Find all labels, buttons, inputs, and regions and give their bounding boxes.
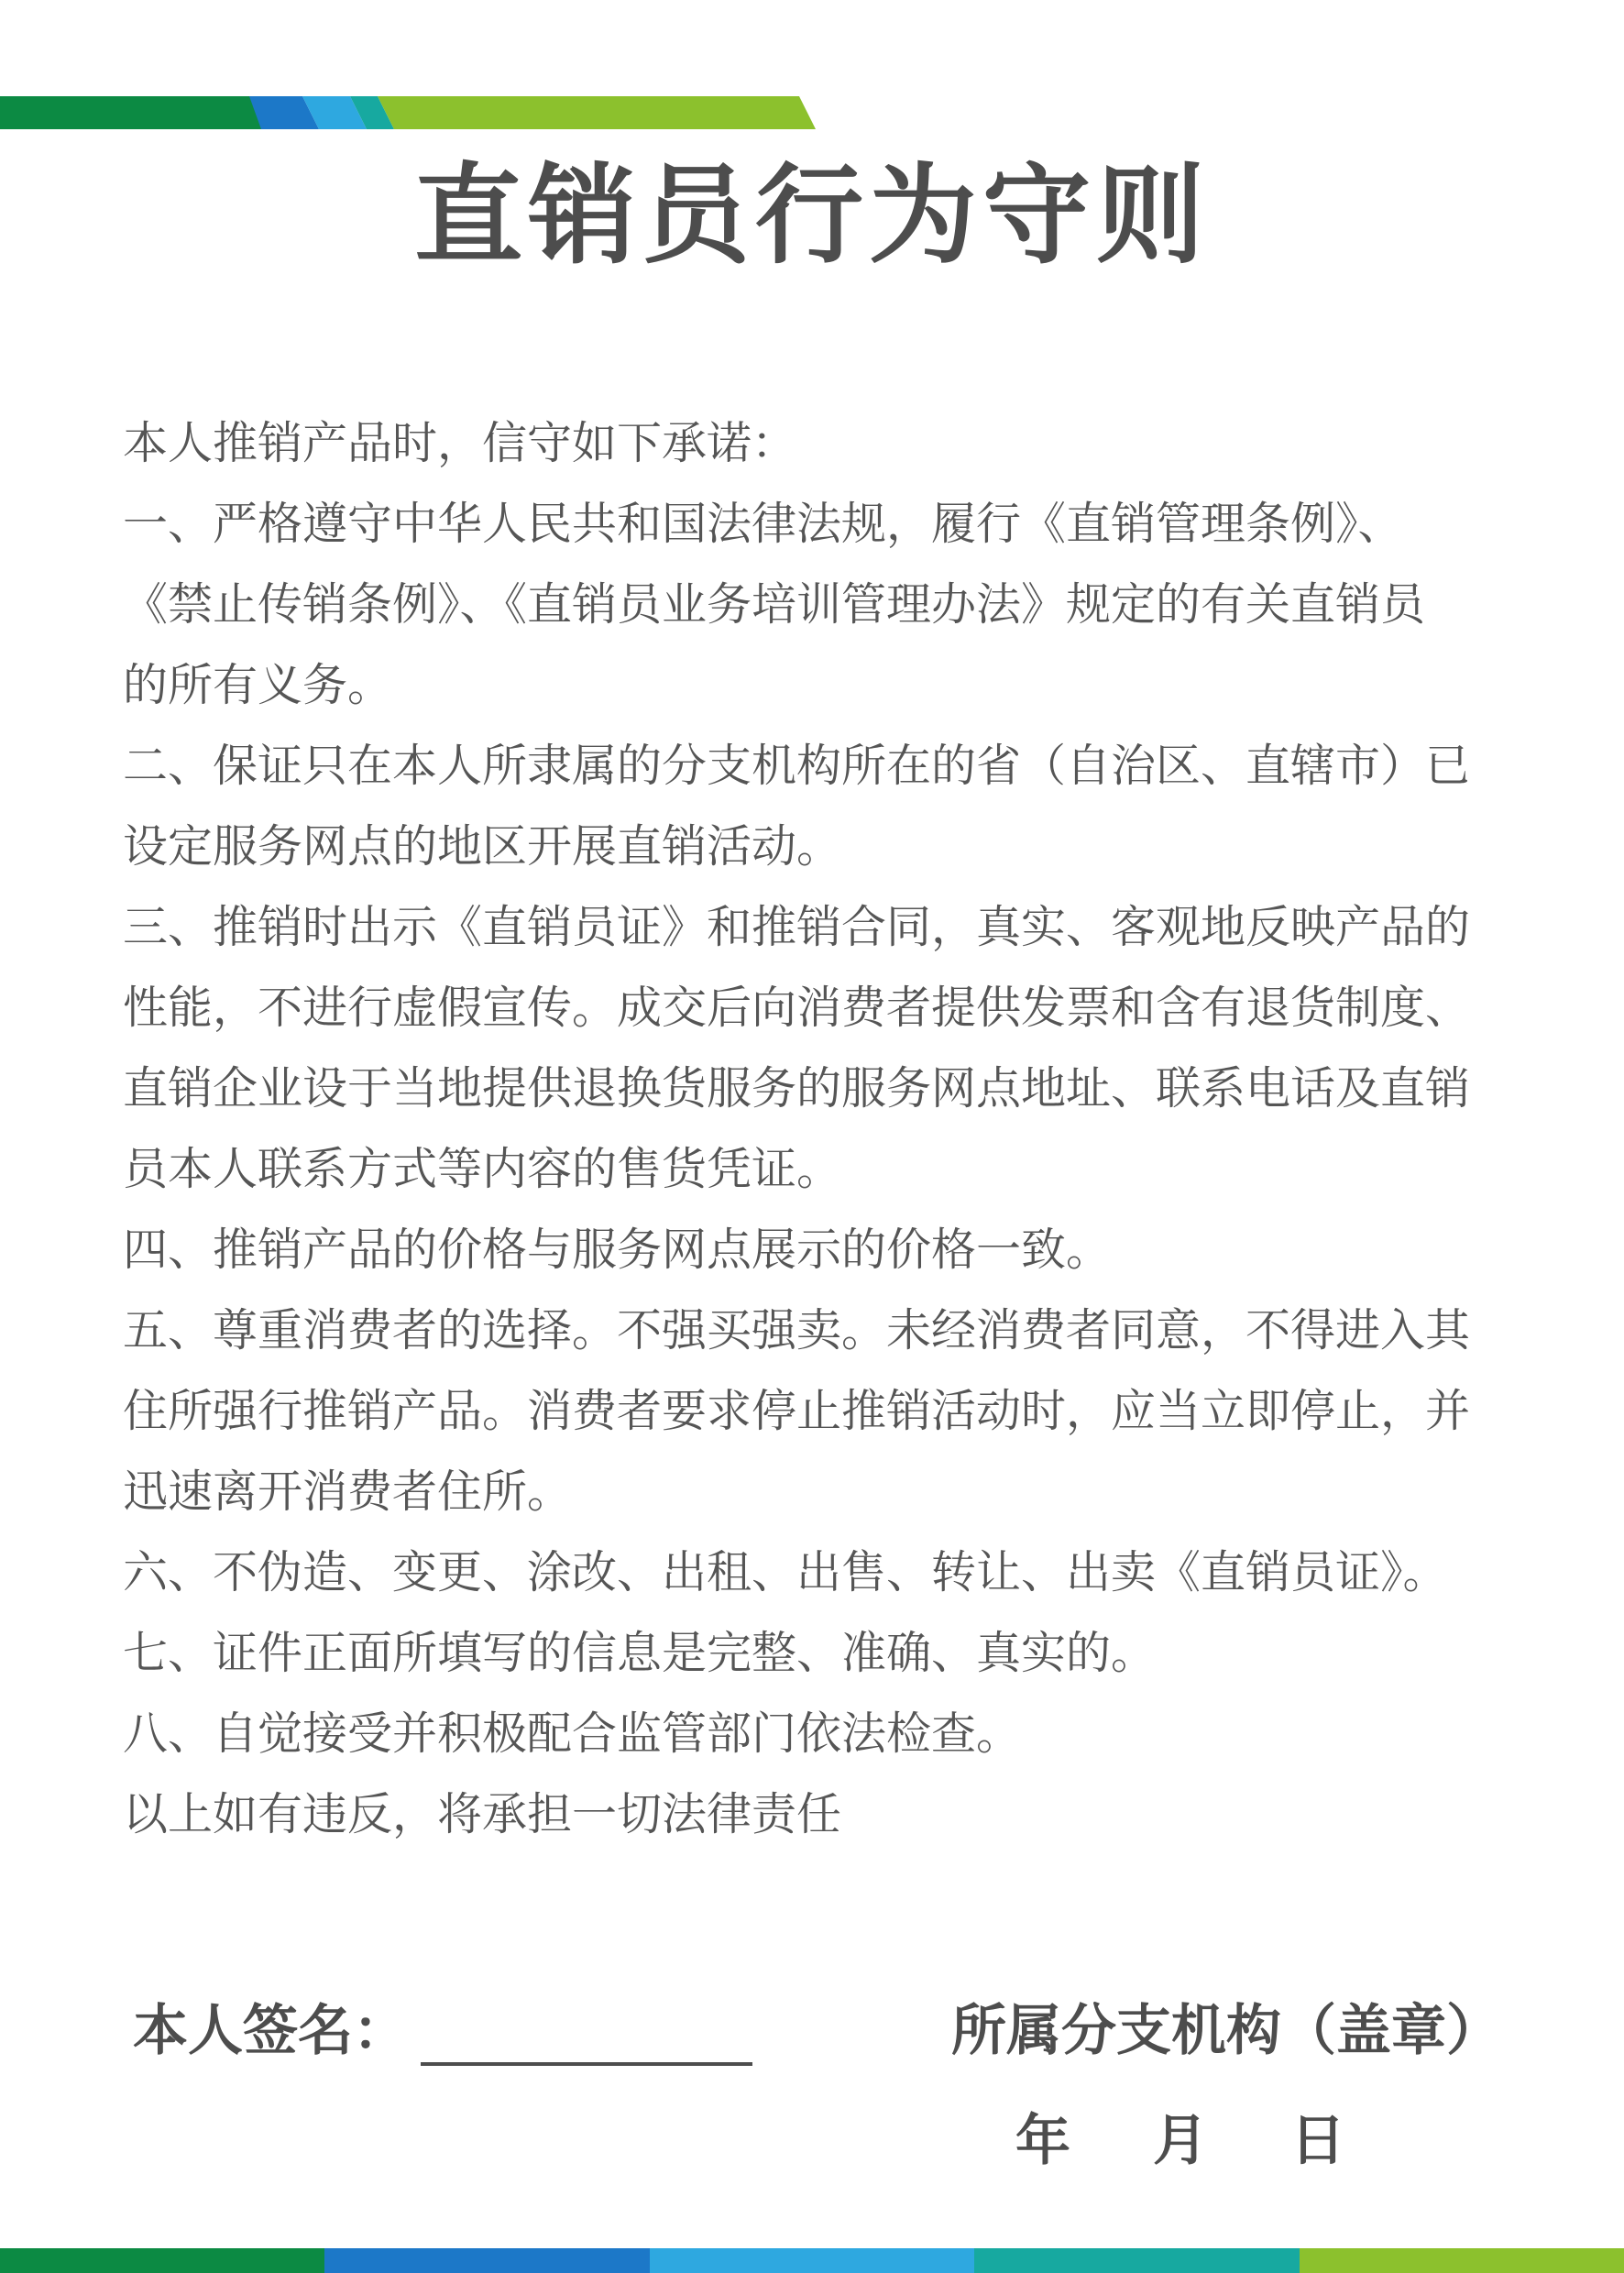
text-line-1b: 《禁止传销条例》、《直销员业务培训管理办法》规定的有关直销员 [123, 578, 1426, 631]
signature-blank-line[interactable] [421, 2009, 752, 2066]
bottom-stripe-blue [324, 2248, 649, 2273]
text-line-3b: 性能，不进行虚假宣传。成交后向消费者提供发票和含有退货制度、 [123, 982, 1471, 1034]
text-line-8: 八、自觉接受并积极配合监管部门依法检查。 [123, 1707, 1022, 1760]
text-line-3d: 员本人联系方式等内容的售货凭证。 [123, 1143, 842, 1195]
text-line-1a: 一、严格遵守中华人民共和国法律法规，履行《直销管理条例》、 [123, 498, 1403, 550]
text-line-3c: 直销企业设于当地提供退换货服务的服务网点地址、联系电话及直销 [123, 1062, 1471, 1115]
bottom-stripe-teal [974, 2248, 1299, 2273]
text-line-5b: 住所强行推销产品。消费者要求停止推销活动时，应当立即停止，并 [123, 1385, 1471, 1437]
stripe-lime [378, 96, 816, 129]
text-line-2a: 二、保证只在本人所隶属的分支机构所在的省（自治区、直辖市）已 [123, 740, 1471, 792]
date-day-label: 日 [1290, 2109, 1345, 2173]
text-line-2b: 设定服务网点的地区开展直销活动。 [123, 820, 842, 873]
date-row [1015, 2097, 1345, 2176]
text-line-1c: 的所有义务。 [123, 659, 393, 711]
text-line-5c: 迅速离开消费者住所。 [123, 1466, 573, 1518]
signature-block [133, 1987, 752, 2066]
date-year-label: 年 [1015, 2109, 1070, 2173]
bottom-color-stripe [0, 2248, 1624, 2273]
code-of-conduct-text [123, 403, 1507, 1855]
text-line-5a: 五、尊重消费者的选择。不强买强卖。未经消费者同意，不得进入其 [123, 1304, 1471, 1356]
document-title: 直销员行为守则 [413, 152, 1210, 279]
top-color-stripe [0, 96, 825, 129]
bottom-stripe-light-blue [650, 2248, 974, 2273]
signature-label: 本人签名： [133, 1999, 408, 2063]
date-month-label: 月 [1153, 2109, 1208, 2173]
text-line-3a: 三、推销时出示《直销员证》和推销合同，真实、客观地反映产品的 [123, 901, 1471, 953]
text-line-4: 四、推销产品的价格与服务网点展示的价格一致。 [123, 1224, 1112, 1276]
text-line-intro: 本人推销产品时，信守如下承诺： [123, 417, 797, 469]
branch-seal-label: 所属分支机构（盖章） [951, 1999, 1501, 2063]
stripe-dark-green [0, 96, 261, 129]
bottom-stripe-lime [1300, 2248, 1624, 2273]
text-line-6: 六、不伪造、变更、涂改、出租、出售、转让、出卖《直销员证》。 [123, 1546, 1448, 1598]
text-line-closing: 以上如有违反，将承担一切法律责任 [123, 1788, 842, 1840]
bottom-stripe-dark-green [0, 2248, 324, 2273]
text-line-7: 七、证件正面所填写的信息是完整、准确、真实的。 [123, 1627, 1157, 1679]
